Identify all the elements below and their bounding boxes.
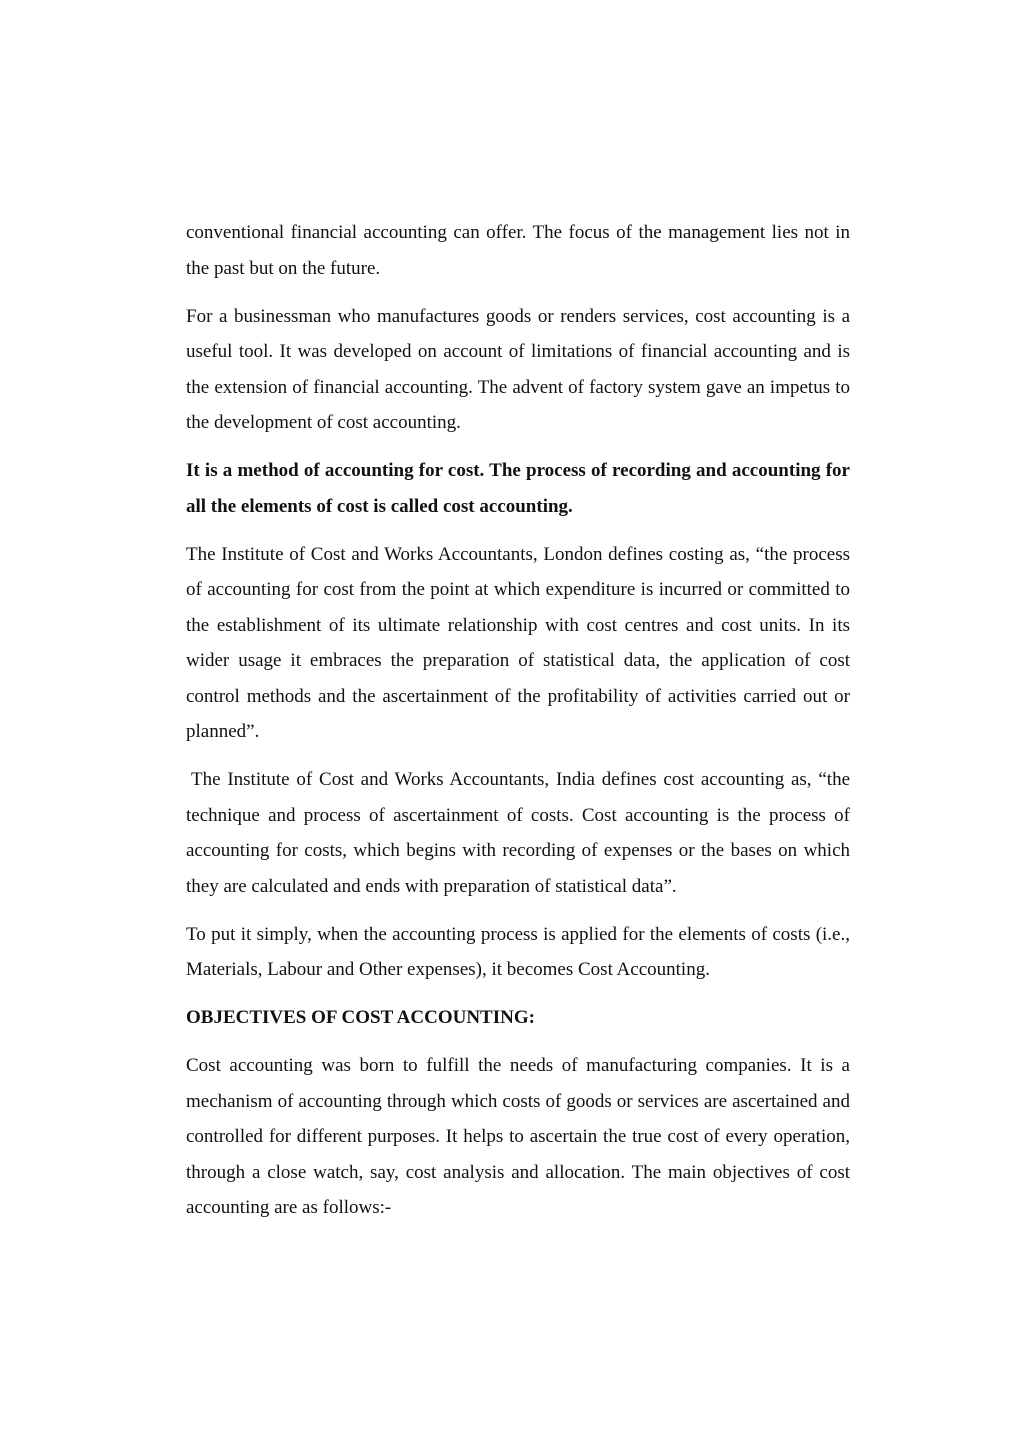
paragraph-icwa-india: The Institute of Cost and Works Accountants, India defines cost accounting as, “the technique and process of ascertainment of costs. Cost accounting is the process of accounting for costs, which begins with recording of expenses or the bases on which they are calculated and ends with preparation of statistical data”. (186, 769, 850, 897)
paragraph-simple-definition: To put it simply, when the accounting process is applied for the elements of costs (i.e., Materials, Labour and Other expenses), it becomes Cost Accounting. (186, 923, 850, 980)
document-page (186, 215, 850, 1238)
paragraph-intro-continuation: conventional financial accounting can offer. The focus of the management lies not in the past but on the future. (186, 222, 850, 279)
paragraph-businessman-tool: For a businessman who manufactures goods or renders services, cost accounting is a useful tool. It was developed on account of limitations of financial accounting and is the extension of financial accounting. The advent of factory system gave an impetus to the development of cost accounting. (186, 305, 850, 433)
section-heading-objectives: OBJECTIVES OF COST ACCOUNTING: (186, 1007, 535, 1028)
paragraph-icwa-london: The Institute of Cost and Works Accountants, London defines costing as, “the process of accounting for cost from the point at which expenditure is incurred or committed to the establishment of its ultimate relationship with cost centres and cost units. In its wider usage it embraces the preparation of statistical data, the application of cost control methods and the ascertainment of the profitability of activities carried out or planned”. (186, 543, 850, 742)
paragraph-definition-bold: It is a method of accounting for cost. The process of recording and accounting for all the elements of cost is called cost accounting. (186, 460, 850, 517)
paragraph-objectives-intro: Cost accounting was born to fulfill the needs of manufacturing companies. It is a mechanism of accounting through which costs of goods or services are ascertained and controlled for different purposes. It helps to ascertain the true cost of every operation, through a close watch, say, cost analysis and allocation. The main objectives of cost accounting are as follows:- (186, 1055, 850, 1218)
